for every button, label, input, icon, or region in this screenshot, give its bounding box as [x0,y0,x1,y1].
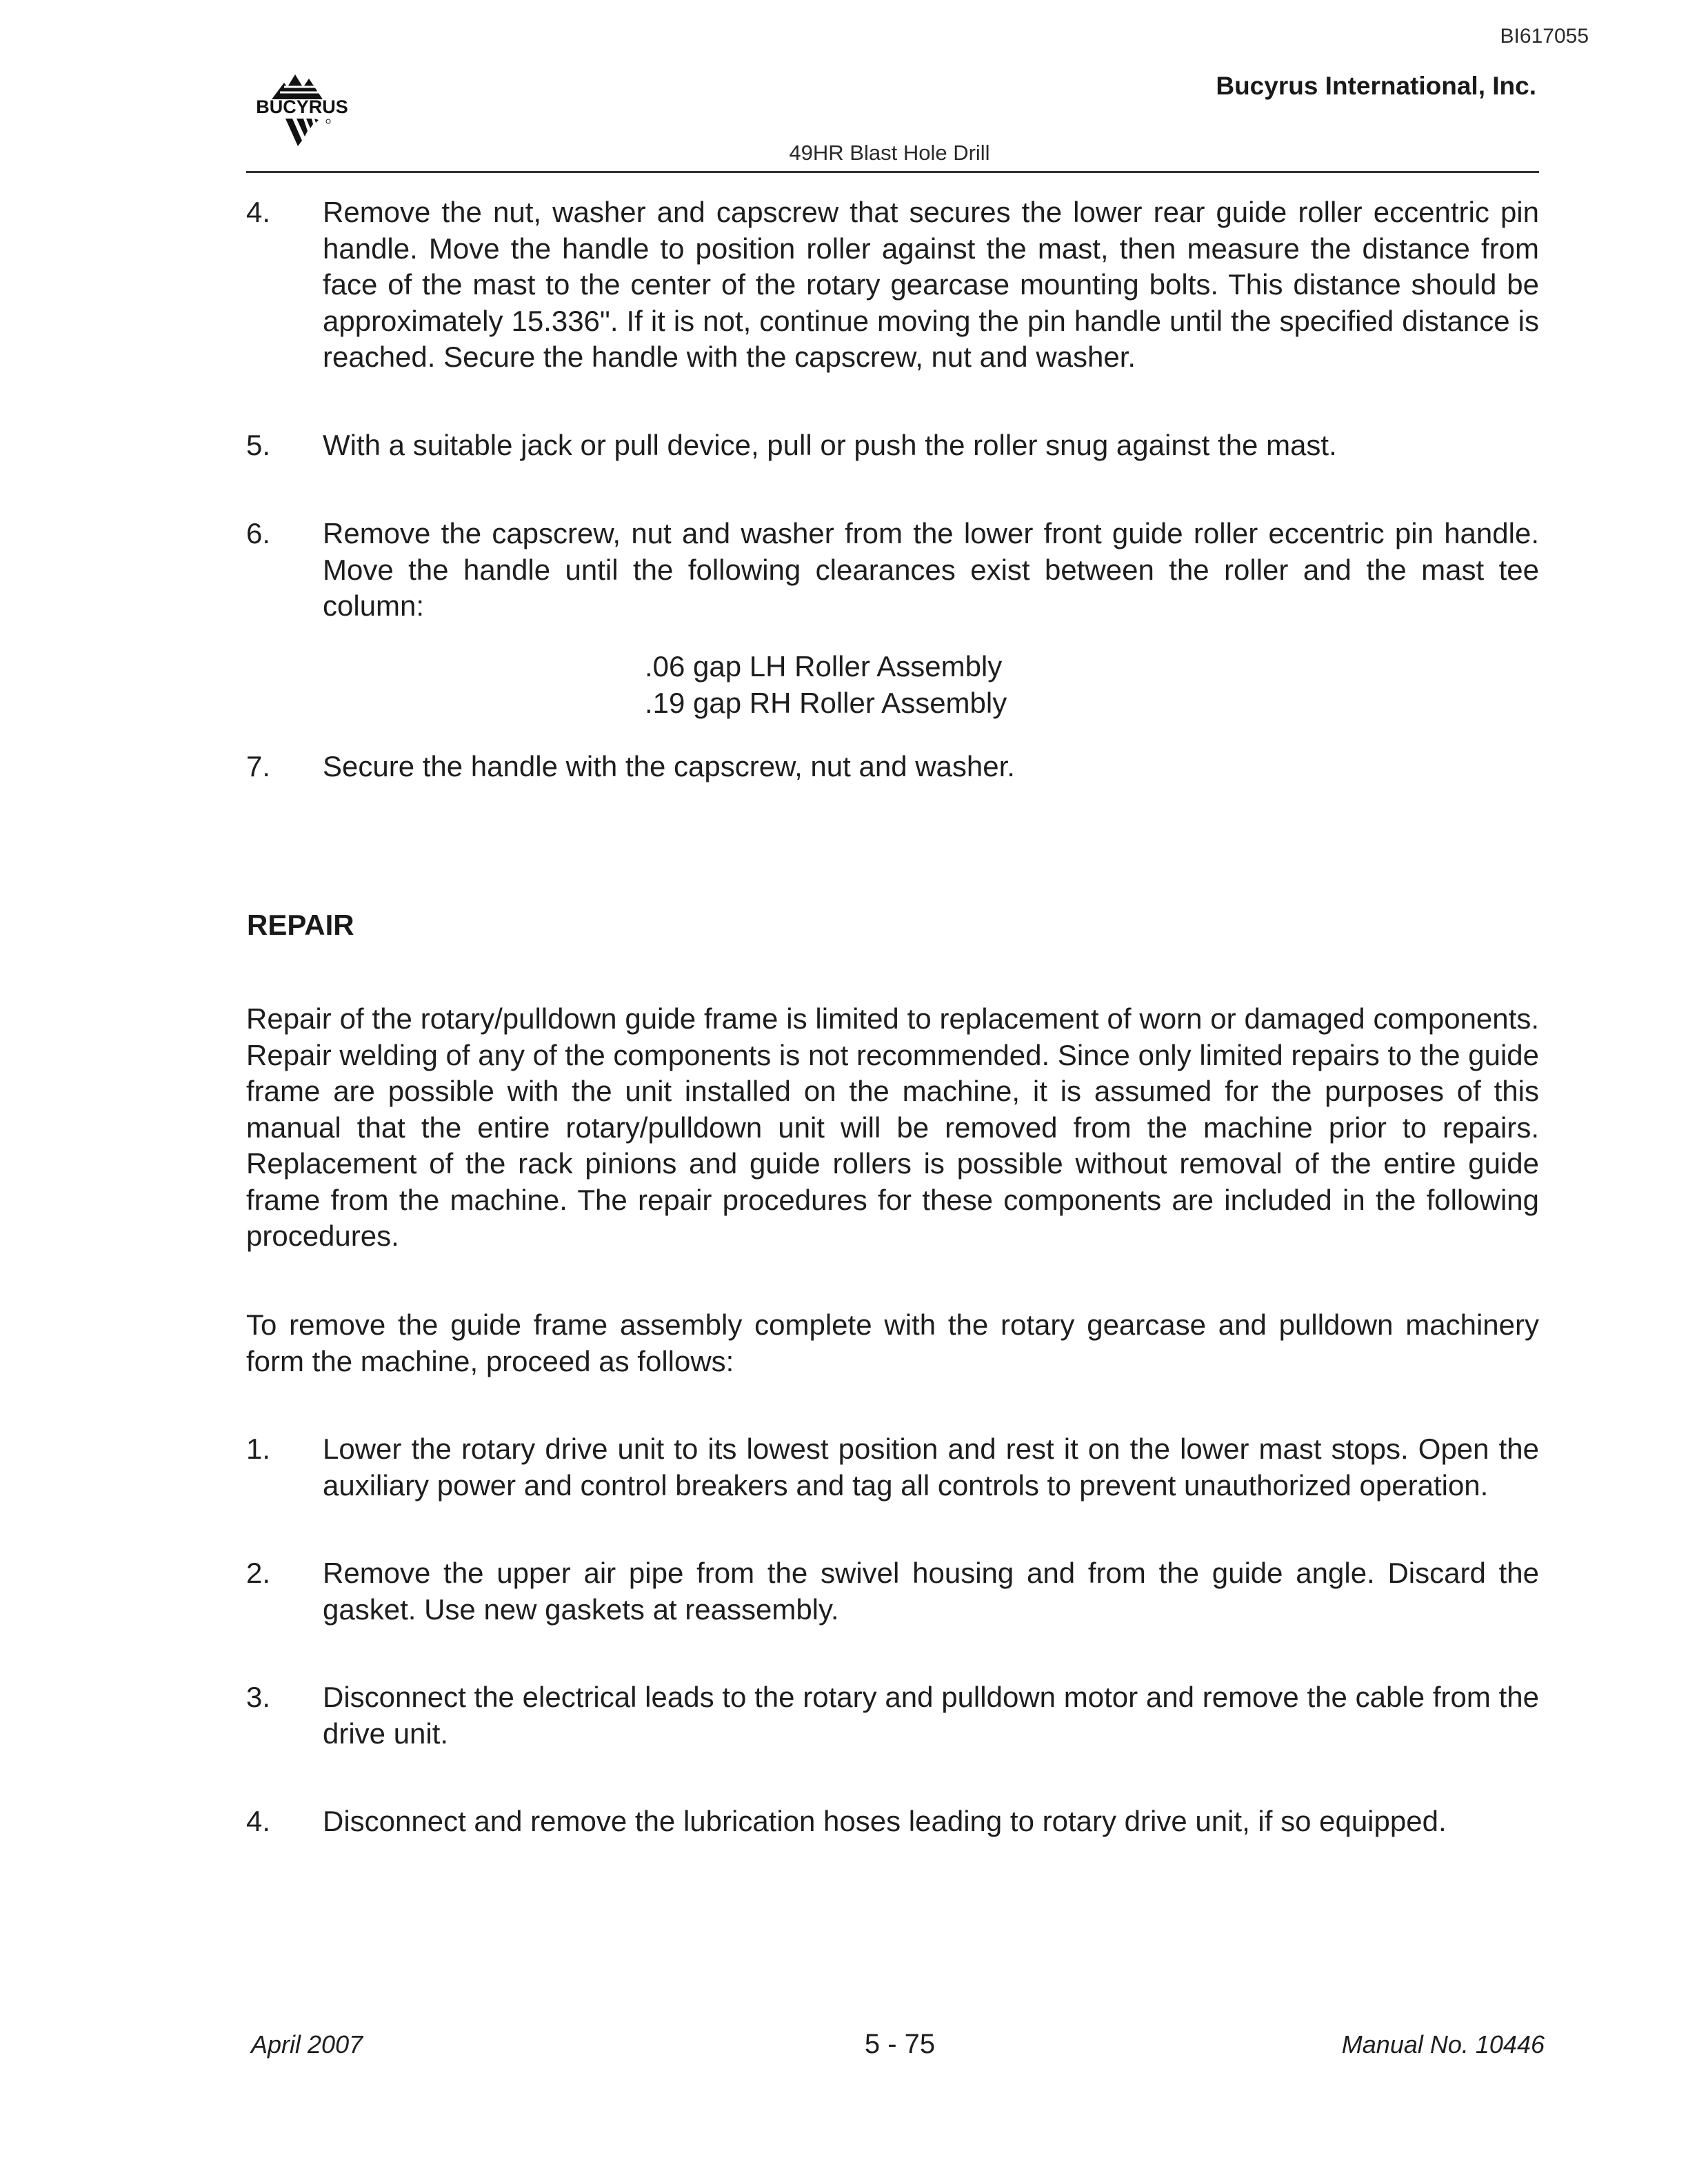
list-item [246,749,1539,785]
list-item-number: 3. [246,1681,271,1713]
list-item-text: Secure the handle with the capscrew, nut and washer. [323,750,1015,782]
header-divider [246,171,1539,173]
list-item [246,1555,1539,1628]
list-item-text: Remove the capscrew, nut and washer from the lower front guide roller eccentric pin handle. Move the handle until the following clearances exist between the roller and the mast tee column: [323,517,1539,622]
list-item [246,194,1539,376]
footer-date: April 2007 [251,2030,363,2059]
list-item-text: Disconnect the electrical leads to the rotary and pulldown motor and remove the cable from the drive unit. [323,1681,1539,1750]
bucyrus-logo [240,69,364,152]
repair-intro-paragraph: To remove the guide frame assembly complete with the rotary gearcase and pulldown machinery form the machine, proceed as follows: [246,1308,1539,1377]
product-title: 49HR Blast Hole Drill [789,141,990,165]
list-item-number: 1. [246,1433,271,1465]
list-item [246,1431,1539,1504]
clearance-list [645,649,1127,721]
list-item-number: 5. [246,429,271,461]
list-item-number: 7. [246,750,271,782]
document-id: BI617055 [1500,25,1589,48]
company-name: Bucyrus International, Inc. [1216,72,1536,100]
logo-wordmark: BUCYRUS [256,97,348,117]
clearance-rh: .19 gap RH Roller Assembly [645,686,1007,719]
section-heading-repair: REPAIR [247,909,354,941]
list-item-text: Disconnect and remove the lubrication hoses leading to rotary drive unit, if so equipped. [323,1805,1447,1837]
list-item-text: Remove the nut, washer and capscrew that secures the lower rear guide roller eccentric pin handle. Move the handle to position roller against the mast, then measure the distance from face of the mast to the center of the rotary gearcase mounting bolts. This distance should be approximately 15.336". If it is not, continue moving the pin handle until the specified distance is reached. Secure the handle with the capscrew, nut and washer. [323,196,1539,373]
list-item-text: Remove the upper air pipe from the swivel housing and from the guide angle. Discard the gasket. Use new gaskets at reassembly. [323,1557,1539,1626]
list-item [246,1679,1539,1752]
list-item [246,427,1539,464]
list-item [246,516,1539,625]
page-number: 5 - 75 [864,2029,936,2059]
list-item [246,1803,1539,1840]
manual-number: Manual No. 10446 [1341,2030,1545,2059]
repair-paragraph: Repair of the rotary/pulldown guide frame is limited to replacement of worn or damaged components. Repair welding of any of the components is not recommended. Since only limited repairs to the guide frame are possible with the unit installed on the machine, it is assumed for the purposes of this manual that the entire rotary/pulldown unit will be removed from the machine prior to repairs. Replacement of the rack pinions and guide rollers is possible without removal of the entire guide frame from the machine. The repair procedures for these components are included in the following procedures. [246,1002,1539,1252]
clearance-lh: .06 gap LH Roller Assembly [645,650,1003,682]
list-item-number: 4. [246,1805,271,1837]
list-item-number: 2. [246,1557,271,1589]
list-item-number: 6. [246,517,271,549]
list-item-text: With a suitable jack or pull device, pull or push the roller snug against the mast. [323,429,1337,461]
list-item-text: Lower the rotary drive unit to its lowest position and rest it on the lower mast stops. Open the auxiliary power and control breakers and tag all controls to prevent unauthorized operation. [323,1433,1539,1502]
list-item-number: 4. [246,196,271,228]
